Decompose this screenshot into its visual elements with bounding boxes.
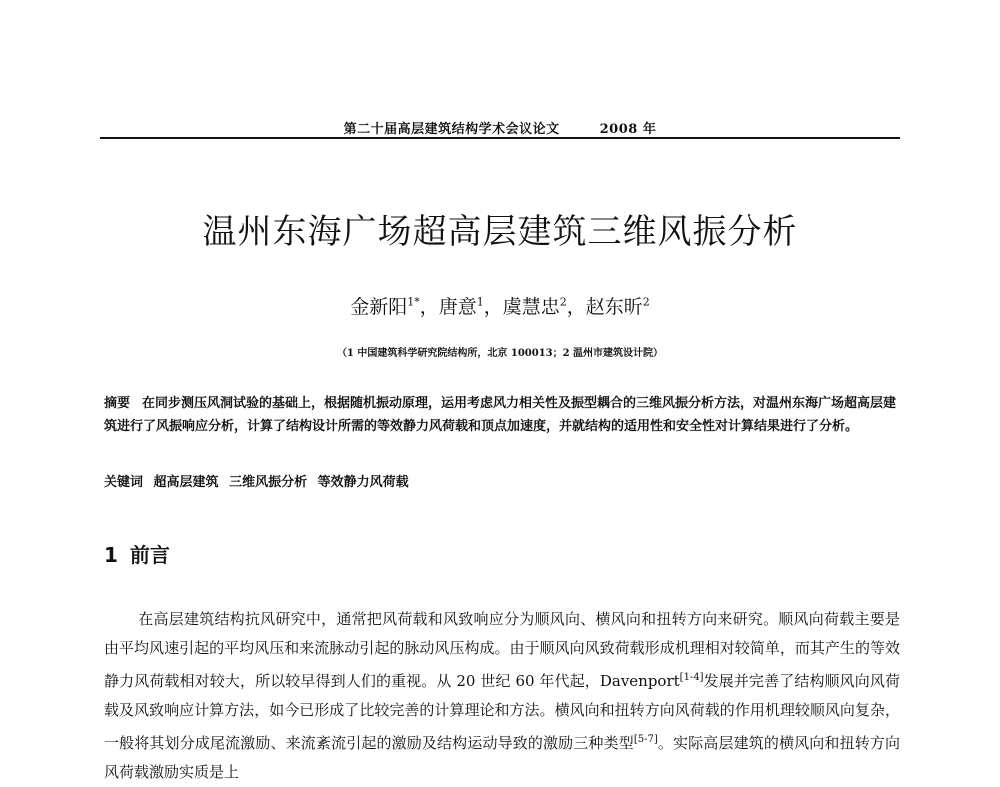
keyword: 超高层建筑: [153, 475, 219, 490]
paper-title: 温州东海广场超高层建筑三维风振分析: [202, 212, 798, 252]
citation: [1-4]: [679, 672, 704, 683]
author-separator: ，: [483, 296, 503, 318]
section-title: 前言: [129, 543, 170, 567]
author-mark: 2: [559, 295, 567, 309]
author-separator: ，: [566, 296, 586, 318]
keywords-label: 关键词: [104, 475, 144, 490]
conference-name: 第二十届高层建筑结构学术会议论文: [343, 122, 560, 137]
section-number: 1: [104, 543, 118, 567]
citation: [5-7]: [633, 734, 658, 745]
author-mark: 2: [642, 295, 650, 309]
body-text-part: 。实际高层建筑的横风向和扭转方向风荷载激励实质是上: [104, 734, 900, 781]
abstract-label: 摘要: [104, 396, 131, 411]
body-text-part: 在高层建筑结构抗风研究中，通常把风荷载和风致响应分为顺风向、横风向和扭转方向来研究。顺风向荷载主要是由平均风速引起的平均风压和来流脉动引起的脉动风压构成。由于顺风向风致荷载形成机理相对较简单，而其产生的等效静力风荷载相对较大，所以较早得到人们的重视。从 20 世纪 60 年代起，Davenport: [104, 610, 900, 690]
conference-year: 2008 年: [599, 122, 657, 137]
author-name: 虞慧忠: [502, 296, 560, 318]
author-separator: ，: [419, 296, 439, 318]
body-text-part: 发展并完善了结构顺风向风荷载及风致响应计算方法，如今已形成了比较完善的计算理论和方法。横风向和扭转方向风荷载的作用机理较顺风向复杂，一般将其划分成尾流激励、来流紊流引起的激励及结构运动导致的激励三种类型: [104, 672, 900, 752]
running-header: [0, 118, 1000, 137]
author-name: 金新阳: [350, 296, 408, 318]
author-name: 唐意: [438, 296, 477, 318]
keywords: [104, 471, 900, 494]
section-heading: [104, 539, 170, 568]
header-rule: [100, 137, 900, 139]
keyword: 三维风振分析: [229, 475, 308, 490]
abstract-text: 在同步测压风洞试验的基础上，根据随机振动原理，运用考虑风力相关性及振型耦合的三维风振分析方法，对温州东海广场超高层建筑进行了风振响应分析，计算了结构设计所需的等效静力风荷载和顶点加速度，并就结构的适用性和安全性对计算结果进行了分析。: [104, 396, 897, 434]
affiliation: （1 中国建筑科学研究院结构所，北京 100013；2 温州市建筑设计院）: [336, 348, 664, 359]
author-mark: 1: [476, 295, 484, 309]
author-name: 赵东昕: [585, 296, 643, 318]
author-list: [0, 292, 1000, 319]
author-mark: 1*: [407, 295, 420, 309]
keyword: 等效静力风荷载: [317, 475, 409, 490]
abstract: [104, 392, 900, 438]
